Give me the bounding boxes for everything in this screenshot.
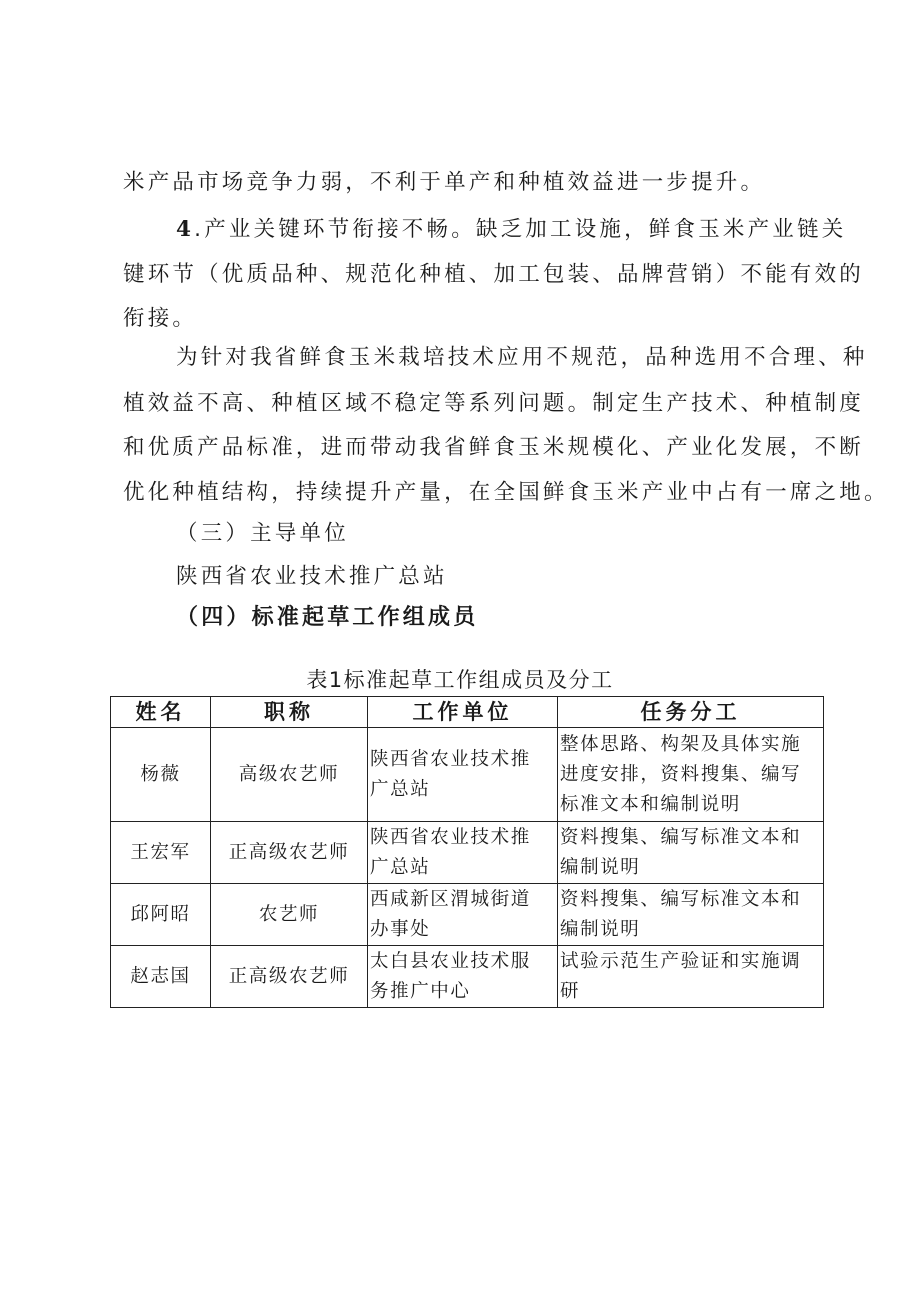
cell-title: 农艺师 bbox=[211, 884, 368, 946]
paragraph-line bbox=[176, 215, 846, 245]
paragraph-text: .产业关键环节衔接不畅。缺乏加工设施，鲜食玉米产业链关 bbox=[194, 217, 847, 242]
paragraph-line: 键环节（优质品种、规范化种植、加工包装、品牌营销）不能有效的 bbox=[123, 262, 865, 287]
cell-line: 编制说明 bbox=[560, 856, 641, 878]
cell-title: 正高级农艺师 bbox=[211, 946, 368, 1008]
cell-line: 编制说明 bbox=[560, 918, 641, 940]
table-row bbox=[111, 884, 824, 946]
cell-line: 陕西省农业技术推 bbox=[370, 748, 531, 770]
cell-unit bbox=[368, 728, 558, 822]
cell-line: 进度安排，资料搜集、编写 bbox=[560, 763, 802, 785]
section-heading: （四）标准起草工作组成员 bbox=[176, 605, 479, 630]
cell-line: 陕西省农业技术推 bbox=[370, 826, 531, 848]
cell-line: 广总站 bbox=[370, 778, 431, 800]
paragraph-line: 优化种植结构，持续提升产量，在全国鲜食玉米产业中占有一席之地。 bbox=[123, 480, 889, 505]
cell-line: 资料搜集、编写标准文本和 bbox=[560, 888, 802, 910]
table-row bbox=[111, 946, 824, 1008]
cell-line: 试验示范生产验证和实施调 bbox=[560, 950, 802, 972]
cell-task bbox=[558, 946, 824, 1008]
paragraph-line: 为针对我省鲜食玉米栽培技术应用不规范，品种选用不合理、种 bbox=[176, 345, 868, 370]
cell-title: 高级农艺师 bbox=[211, 728, 368, 822]
cell-line: 研 bbox=[560, 980, 581, 1002]
cell-unit bbox=[368, 946, 558, 1008]
cell-task bbox=[558, 884, 824, 946]
section-heading: （三）主导单位 bbox=[176, 521, 349, 546]
cell-line: 太白县农业技术服 bbox=[370, 950, 531, 972]
column-header-unit: 工作单位 bbox=[368, 697, 558, 728]
column-header-task: 任务分工 bbox=[558, 697, 824, 728]
table-caption: 表1标准起草工作组成员及分工 bbox=[306, 668, 614, 692]
paragraph-line: 衔接。 bbox=[123, 306, 198, 331]
cell-name: 王宏军 bbox=[111, 822, 211, 884]
list-number: 4 bbox=[176, 217, 195, 242]
cell-task bbox=[558, 822, 824, 884]
table-header-row bbox=[111, 697, 824, 728]
paragraph-line: 植效益不高、种植区域不稳定等系列问题。制定生产技术、种植制度 bbox=[123, 391, 865, 416]
table-row bbox=[111, 728, 824, 822]
members-table bbox=[110, 696, 824, 1008]
paragraph-line: 米产品市场竞争力弱，不利于单产和种植效益进一步提升。 bbox=[123, 170, 766, 195]
cell-line: 广总站 bbox=[370, 856, 431, 878]
cell-line: 资料搜集、编写标准文本和 bbox=[560, 826, 802, 848]
column-header-title: 职称 bbox=[211, 697, 368, 728]
cell-title: 正高级农艺师 bbox=[211, 822, 368, 884]
cell-line: 办事处 bbox=[370, 918, 431, 940]
table-row bbox=[111, 822, 824, 884]
cell-line: 务推广中心 bbox=[370, 980, 471, 1002]
paragraph-line: 和优质产品标准，进而带动我省鲜食玉米规模化、产业化发展，不断 bbox=[123, 435, 865, 460]
cell-task bbox=[558, 728, 824, 822]
cell-unit bbox=[368, 822, 558, 884]
cell-line: 西咸新区渭城街道 bbox=[370, 888, 531, 910]
column-header-name: 姓名 bbox=[111, 697, 211, 728]
cell-line: 标准文本和编制说明 bbox=[560, 793, 741, 815]
cell-line: 整体思路、构架及具体实施 bbox=[560, 733, 802, 755]
cell-name: 邱阿昭 bbox=[111, 884, 211, 946]
cell-name: 赵志国 bbox=[111, 946, 211, 1008]
section-body: 陕西省农业技术推广总站 bbox=[176, 564, 448, 589]
cell-unit bbox=[368, 884, 558, 946]
cell-name: 杨薇 bbox=[111, 728, 211, 822]
